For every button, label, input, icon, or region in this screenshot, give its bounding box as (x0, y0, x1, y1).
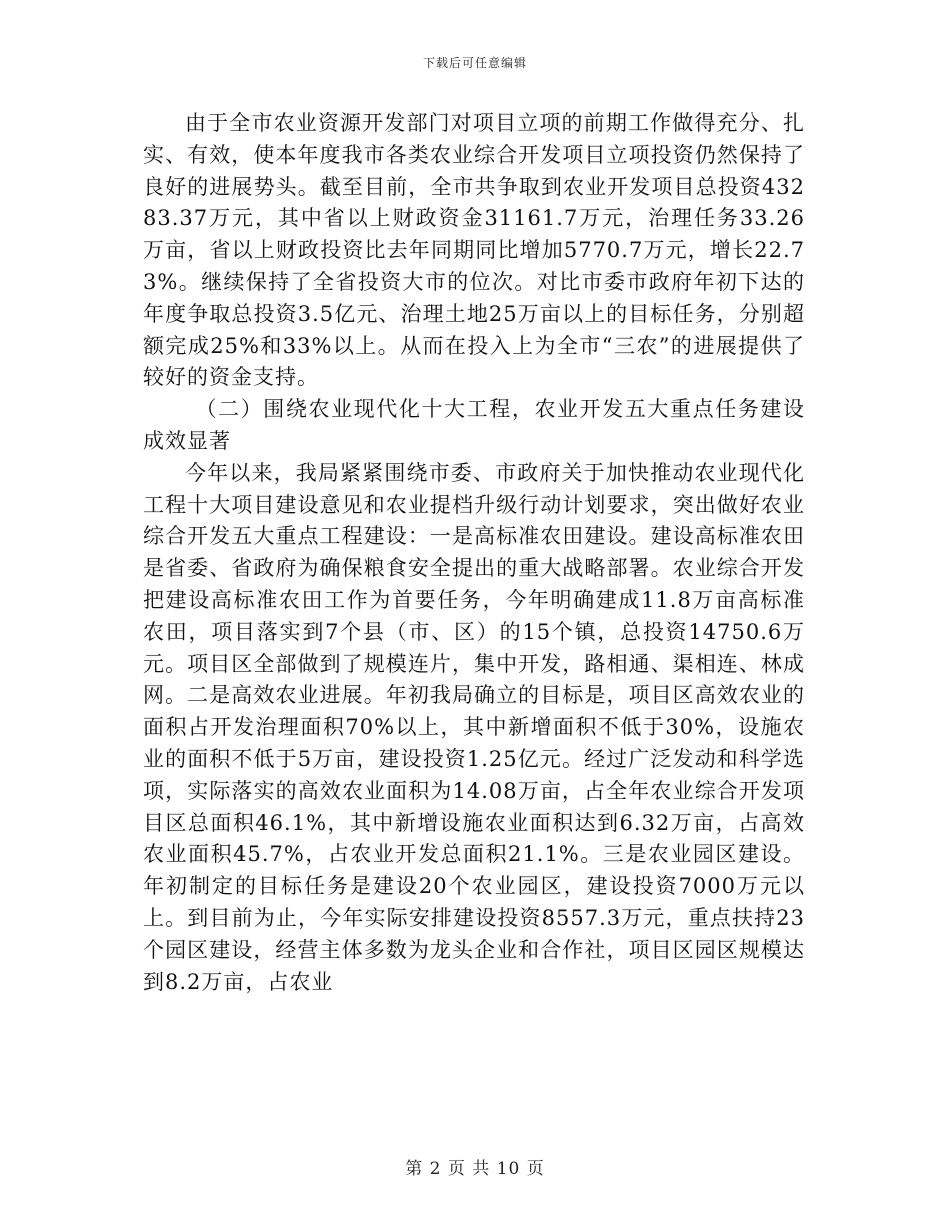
page-header-note: 下载后可任意编辑 (422, 56, 527, 70)
paragraph-key-tasks: 今年以来，我局紧紧围绕市委、市政府关于加快推动农业现代化工程十大项目建设意见和农业提档升级行动计划要求，突出做好农业综合开发五大重点工程建设：一是高标准农田建设。建设高标准农田是省委、省政府为确保粮食安全提出的重大战略部署。农业综合开发把建设高标准农田工作为首要任务，今年明确建成11.8万亩高标准农田，项目落实到7个县（市、区）的15个镇，总投资14750.6万元。项目区全部做到了规模连片，集中开发，路相通、渠相连、林成网。二是高效农业进展。年初我局确立的目标是，项目区高效农业的面积占开发治理面积70%以上，其中新增面积不低于30%，设施农业的面积不低于5万亩，建设投资1.25亿元。经过广泛发动和科学选项，实际落实的高效农业面积为14.08万亩，占全年农业综合开发项目区总面积46.1%，其中新增设施农业面积达到6.32万亩，占高效农业面积45.7%，占农业开发总面积21.1%。三是农业园区建设。年初制定的目标任务是建设20个农业园区，建设投资7000万元以上。到目前为止，今年实际安排建设投资8557.3万元，重点扶持23个园区建设，经营主体多数为龙头企业和合作社，项目区园区规模达到8.2万亩，占农业 (143, 460, 805, 994)
paragraph-investment: 由于全市农业资源开发部门对项目立项的前期工作做得充分、扎实、有效，使本年度我市各类农业综合开发项目立项投资仍然保持了良好的进展势头。截至目前，全市共争取到农业开发项目总投资43283.37万元，其中省以上财政资金31161.7万元，治理任务33.26万亩，省以上财政投资比去年同期同比增加5770.7万元，增长22.73%。继续保持了全省投资大市的位次。对比市委市政府年初下达的年度争取总投资3.5亿元、治理土地25万亩以上的目标任务，分别超额完成25%和33%以上。从而在投入上为全市“三农”的进展提供了较好的资金支持。 (143, 111, 805, 390)
page-number-footer: 第 2 页 共 10 页 (405, 1159, 545, 1179)
section-heading: （二）围绕农业现代化十大工程，农业开发五大重点任务建设成效显著 (143, 397, 805, 453)
document-body (143, 108, 805, 998)
